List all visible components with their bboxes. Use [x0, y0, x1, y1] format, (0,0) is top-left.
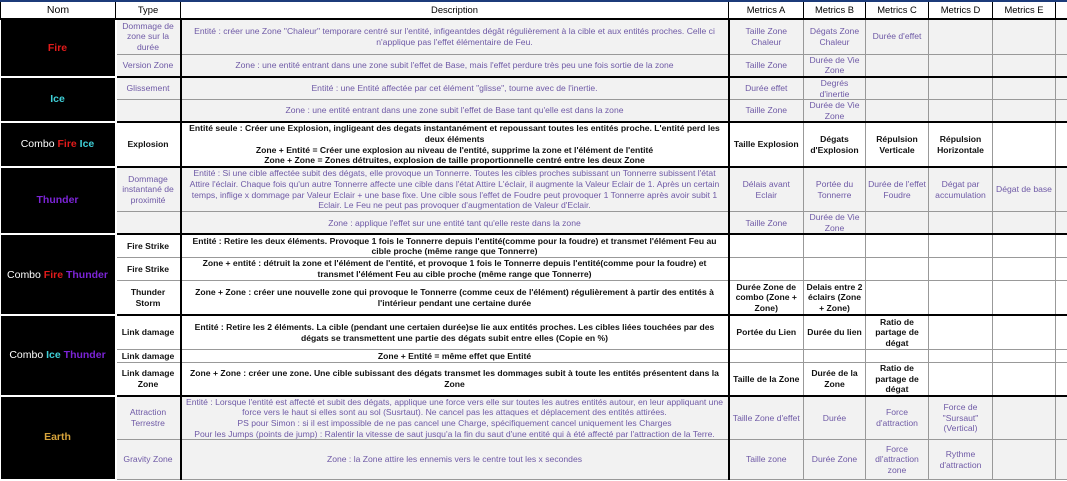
header-extra[interactable]	[1056, 1, 1067, 19]
metric-a-cell[interactable]: Taille Zone d'effet	[729, 396, 804, 440]
type-cell[interactable]: Gravity Zone	[116, 440, 181, 480]
metric-d-cell[interactable]: Rythme d'attraction	[929, 440, 993, 480]
metric-e-cell[interactable]	[993, 396, 1056, 440]
fire-label: Fire	[44, 269, 63, 281]
description-cell[interactable]: Zone : une entité entrant dans une zone subit l'effet de Base tant qu'elle est dans la zone	[181, 100, 729, 123]
metric-b-cell[interactable]: Durée de Vie Zone	[804, 212, 866, 235]
metric-d-cell[interactable]	[929, 349, 993, 362]
table-row	[1, 77, 1067, 100]
element-name-thunder[interactable]	[1, 167, 116, 235]
table-row	[1, 396, 1067, 440]
type-cell[interactable]: Dommage instantané de proximité	[116, 167, 181, 212]
metric-b-cell[interactable]	[804, 234, 866, 257]
metric-e-cell[interactable]	[993, 19, 1056, 54]
thunder-label: Thunder	[37, 194, 79, 206]
type-cell[interactable]: Link damage Zone	[116, 362, 181, 395]
metric-d-cell[interactable]: Répulsion Horizontale	[929, 122, 993, 166]
metric-b-cell[interactable]: Delais entre 2 éclairs (Zone + Zone)	[804, 280, 866, 315]
metric-b-cell[interactable]: Durée de la Zone	[804, 362, 866, 395]
metric-c-cell[interactable]: Force d'attraction	[866, 396, 929, 440]
metric-c-cell[interactable]: Force dl'attraction zone	[866, 440, 929, 480]
metric-b-cell[interactable]: Dégats d'Explosion	[804, 122, 866, 166]
metric-b-cell[interactable]: Durée de Vie Zone	[804, 54, 866, 77]
extra-cell[interactable]	[1056, 280, 1067, 315]
extra-cell[interactable]	[1056, 77, 1067, 100]
header-metrics-a[interactable]: Metrics A	[729, 1, 804, 19]
metric-d-cell[interactable]	[929, 54, 993, 77]
metric-d-cell[interactable]	[929, 212, 993, 235]
type-cell[interactable]: Dommage de zone sur la durée	[116, 19, 181, 54]
metric-e-cell[interactable]: Dégat de base	[993, 167, 1056, 212]
description-cell[interactable]: Zone + Entité = même effet que Entité	[181, 349, 729, 362]
table-row	[1, 315, 1067, 349]
extra-cell[interactable]	[1056, 257, 1067, 280]
type-cell[interactable]	[116, 212, 181, 235]
metric-c-cell[interactable]: Ratio de partage de dégat	[866, 362, 929, 395]
description-cell[interactable]: Entité : Retire les deux éléments. Provoque 1 fois le Tonnerre depuis l'entité(comme pour la foudre) et transmet l'élément Feu au cible proche (même range que Tonnerre)	[181, 234, 729, 257]
table-row	[1, 362, 1067, 395]
metric-e-cell[interactable]	[993, 54, 1056, 77]
table-row	[1, 280, 1067, 315]
type-cell[interactable]: Link damage	[116, 315, 181, 349]
type-cell[interactable]: Glissement	[116, 77, 181, 100]
extra-cell[interactable]	[1056, 54, 1067, 77]
metric-c-cell[interactable]	[866, 257, 929, 280]
header-nom[interactable]: Nom	[1, 1, 116, 19]
metric-e-cell[interactable]	[993, 362, 1056, 395]
type-cell[interactable]: Thunder Storm	[116, 280, 181, 315]
metric-d-cell[interactable]	[929, 100, 993, 123]
extra-cell[interactable]	[1056, 19, 1067, 54]
metric-a-cell[interactable]: Taille Zone	[729, 100, 804, 123]
thunder-label: Thunder	[66, 269, 108, 281]
metric-e-cell[interactable]	[993, 77, 1056, 100]
table-row	[1, 349, 1067, 362]
element-name-ice[interactable]	[1, 77, 116, 122]
metric-b-cell[interactable]	[804, 349, 866, 362]
metric-a-cell[interactable]: Délais avant Eclair	[729, 167, 804, 212]
type-cell[interactable]: Attraction Terrestre	[116, 396, 181, 440]
table-row	[1, 234, 1067, 257]
combo-label: Combo	[21, 138, 55, 150]
element-name-combo-ice-thunder[interactable]	[1, 315, 116, 395]
description-cell[interactable]	[181, 396, 729, 440]
metric-e-cell[interactable]	[993, 440, 1056, 480]
metric-e-cell[interactable]	[993, 315, 1056, 349]
description-cell[interactable]: Entité : Si une cible affectée subit des dégats, elle provoque un Tonnerre. Toutes les cibles proches subissant un Tonnerre subissent l'état Attire l'éclair. Chaque fois qu'un autre Tonnerre affecte une cible dans l'état Attire L'éclair, il augmente la Valeur Eclair de 1. Après un certain temps, inflige x dommage par Valeur Eclair + une base fixe. Une cible sous l'effet de Foudre peut provoquer 1 Tonnerre après avoir subit 1 Eclair. Le Feu ne peut pas provoquer d'augmentation de Valeur d'Eclair.	[181, 167, 729, 212]
metric-c-cell[interactable]	[866, 212, 929, 235]
description-cell[interactable]: Zone : la Zone attire les ennemis vers le centre tout les x secondes	[181, 440, 729, 480]
metric-d-cell[interactable]	[929, 234, 993, 257]
extra-cell[interactable]	[1056, 396, 1067, 440]
type-cell[interactable]: Fire Strike	[116, 234, 181, 257]
metric-c-cell[interactable]	[866, 77, 929, 100]
metric-e-cell[interactable]	[993, 280, 1056, 315]
description-cell[interactable]: Entité : une Entité affectée par cet élément "glisse", tourne avec de l'inertie.	[181, 77, 729, 100]
metric-a-cell[interactable]: Taille Zone	[729, 54, 804, 77]
extra-cell[interactable]	[1056, 100, 1067, 123]
element-name-fire[interactable]	[1, 19, 116, 77]
metric-a-cell[interactable]: Portée du Lien	[729, 315, 804, 349]
extra-cell[interactable]	[1056, 212, 1067, 235]
element-name-combo-fire-ice[interactable]	[1, 122, 116, 166]
description-cell[interactable]: Zone : applique l'effet sur une entité tant qu'elle reste dans la zone	[181, 212, 729, 235]
type-cell[interactable]: Version Zone	[116, 54, 181, 77]
metric-c-cell[interactable]: Durée d'effet	[866, 19, 929, 54]
metric-a-cell[interactable]	[729, 349, 804, 362]
metric-b-cell[interactable]: Durée de Vie Zone	[804, 100, 866, 123]
metric-b-cell[interactable]: Durée Zone	[804, 440, 866, 480]
description-cell[interactable]	[181, 122, 729, 166]
element-name-combo-fire-thunder[interactable]	[1, 234, 116, 315]
metric-b-cell[interactable]: Degrés d'inertie	[804, 77, 866, 100]
metric-e-cell[interactable]	[993, 349, 1056, 362]
metric-d-cell[interactable]: Force de "Sursaut" (Vertical)	[929, 396, 993, 440]
table-row	[1, 212, 1067, 235]
table-row	[1, 100, 1067, 123]
combo-label: Combo	[9, 349, 43, 361]
description-line: PS pour Simon : si il est impossible de ne pas cancel une Charge, spécifiquement cancel uniquement les Charges	[184, 418, 726, 429]
description-cell[interactable]: Zone + Zone : créer une zone. Une cible subissant des dégats transmet les dommages subit à toute les entités présentent dans la Zone	[181, 362, 729, 395]
metric-d-cell[interactable]	[929, 280, 993, 315]
header-type[interactable]: Type	[116, 1, 181, 19]
ice-label: Ice	[46, 349, 61, 361]
metric-a-cell[interactable]: Taille Zone	[729, 212, 804, 235]
metric-d-cell[interactable]	[929, 362, 993, 395]
extra-cell[interactable]	[1056, 315, 1067, 349]
metric-a-cell[interactable]: Taille de la Zone	[729, 362, 804, 395]
metric-a-cell[interactable]	[729, 257, 804, 280]
metric-b-cell[interactable]: Dégats Zone Chaleur	[804, 19, 866, 54]
fire-label: Fire	[57, 138, 76, 150]
metric-c-cell[interactable]: Ratio de partage de dégat	[866, 315, 929, 349]
metric-c-cell[interactable]	[866, 349, 929, 362]
description-line: Entité : Lorsque l'entité est affecté et subit des dégats, applique une force vers elle sur toutes les autres entités autour, en leur appliquant une force vers le haut si elles sont au sol (Susrtaut). Ne cancel pas les attaques et déplacement des entités attirées.	[184, 397, 726, 418]
metric-a-cell[interactable]	[729, 234, 804, 257]
metric-d-cell[interactable]: Dégat par accumulation	[929, 167, 993, 212]
extra-cell[interactable]	[1056, 349, 1067, 362]
description-cell[interactable]: Entité : Retire les 2 éléments. La cible (pendant une certaien durée)se lie aux entités proches. Les cibles liées touchées par des dégats se transmettent une partie des dégats subit entre elles (Copie en %)	[181, 315, 729, 349]
extra-cell[interactable]	[1056, 440, 1067, 480]
description-line: Entité seule : Créer une Explosion, ingligeant des degats instantanément et repoussant toutes les entités proche. L'entité perd les deux éléments	[184, 123, 726, 144]
header-row	[1, 1, 1067, 19]
header-metrics-c[interactable]: Metrics C	[866, 1, 929, 19]
table-row	[1, 19, 1067, 54]
metric-c-cell[interactable]	[866, 100, 929, 123]
metric-c-cell[interactable]	[866, 234, 929, 257]
metric-c-cell[interactable]	[866, 54, 929, 77]
type-cell[interactable]: Fire Strike	[116, 257, 181, 280]
description-cell[interactable]: Entité : créer une Zone "Chaleur" temporare centré sur l'entité, infigeantdes dégât régulièrement à la cible et aux entités proches. Celle ci n'applique pas l'effet élémentaire de Feu.	[181, 19, 729, 54]
metric-e-cell[interactable]	[993, 100, 1056, 123]
description-line: Pour les Jumps (points de jump) : Ralentir la vitesse de saut jusqu'a la fin du saut d'une entité qui à été affecté par l'attraction de la Terre.	[184, 429, 726, 440]
metric-a-cell[interactable]: Taille Explosion	[729, 122, 804, 166]
metric-c-cell[interactable]	[866, 280, 929, 315]
metric-a-cell[interactable]: Durée effet	[729, 77, 804, 100]
thunder-label: Thunder	[64, 349, 106, 361]
ice-label: Ice	[80, 138, 95, 150]
ice-label: Ice	[50, 93, 65, 105]
earth-label: Earth	[44, 431, 71, 443]
metric-e-cell[interactable]	[993, 257, 1056, 280]
extra-cell[interactable]	[1056, 122, 1067, 166]
description-cell[interactable]: Zone + entité : détruit la zone et l'élément de l'entité, et provoque 1 fois le Tonnerre depuis l'entité(comme pour la foudre) et transmet l'élément Feu au cible proche (même range que Tonnerre)	[181, 257, 729, 280]
metric-b-cell[interactable]: Durée du lien	[804, 315, 866, 349]
table-row	[1, 54, 1067, 77]
metric-d-cell[interactable]	[929, 19, 993, 54]
metric-d-cell[interactable]	[929, 77, 993, 100]
metric-b-cell[interactable]: Durée	[804, 396, 866, 440]
metric-c-cell[interactable]: Durée de l'effet Foudre	[866, 167, 929, 212]
table-row	[1, 440, 1067, 480]
header-metrics-b[interactable]: Metrics B	[804, 1, 866, 19]
metric-e-cell[interactable]	[993, 212, 1056, 235]
metric-a-cell[interactable]: Durée Zone de combo (Zone + Zone)	[729, 280, 804, 315]
metric-b-cell[interactable]	[804, 257, 866, 280]
metric-a-cell[interactable]: Taille Zone Chaleur	[729, 19, 804, 54]
metric-c-cell[interactable]: Répulsion Verticale	[866, 122, 929, 166]
metric-d-cell[interactable]	[929, 315, 993, 349]
metric-b-cell[interactable]: Portée du Tonnerre	[804, 167, 866, 212]
table-row	[1, 122, 1067, 166]
description-cell[interactable]: Zone + Zone : créer une nouvelle zone qui provoque le Tonnerre (comme ceux de l'élément) régulièrement à partir des entités à l'intérieur pendant une certaine durée	[181, 280, 729, 315]
extra-cell[interactable]	[1056, 167, 1067, 212]
header-metrics-e[interactable]: Metrics E	[993, 1, 1056, 19]
table-row	[1, 167, 1067, 212]
element-name-earth[interactable]	[1, 396, 116, 480]
description-cell[interactable]: Zone : une entité entrant dans une zone subit l'effet de Base, mais l'effet perdure très peu une fois sortie de la zone	[181, 54, 729, 77]
fire-label: Fire	[48, 42, 67, 54]
header-metrics-d[interactable]: Metrics D	[929, 1, 993, 19]
type-cell[interactable]: Link damage	[116, 349, 181, 362]
metric-e-cell[interactable]	[993, 122, 1056, 166]
table-row	[1, 257, 1067, 280]
type-cell[interactable]: Explosion	[116, 122, 181, 166]
extra-cell[interactable]	[1056, 234, 1067, 257]
extra-cell[interactable]	[1056, 362, 1067, 395]
type-cell[interactable]	[116, 100, 181, 123]
metric-d-cell[interactable]	[929, 257, 993, 280]
description-line: Zone + Zone = Zones détruites, explosion de taille proportionnelle centré entre les deux Zone	[184, 155, 726, 166]
metric-a-cell[interactable]: Taille zone	[729, 440, 804, 480]
combo-label: Combo	[7, 269, 41, 281]
description-line: Zone + Entité = Créer une explosion au niveau de l'entité, supprime la zone et l'élément de l'entité	[184, 145, 726, 156]
metric-e-cell[interactable]	[993, 234, 1056, 257]
header-description[interactable]: Description	[181, 1, 729, 19]
